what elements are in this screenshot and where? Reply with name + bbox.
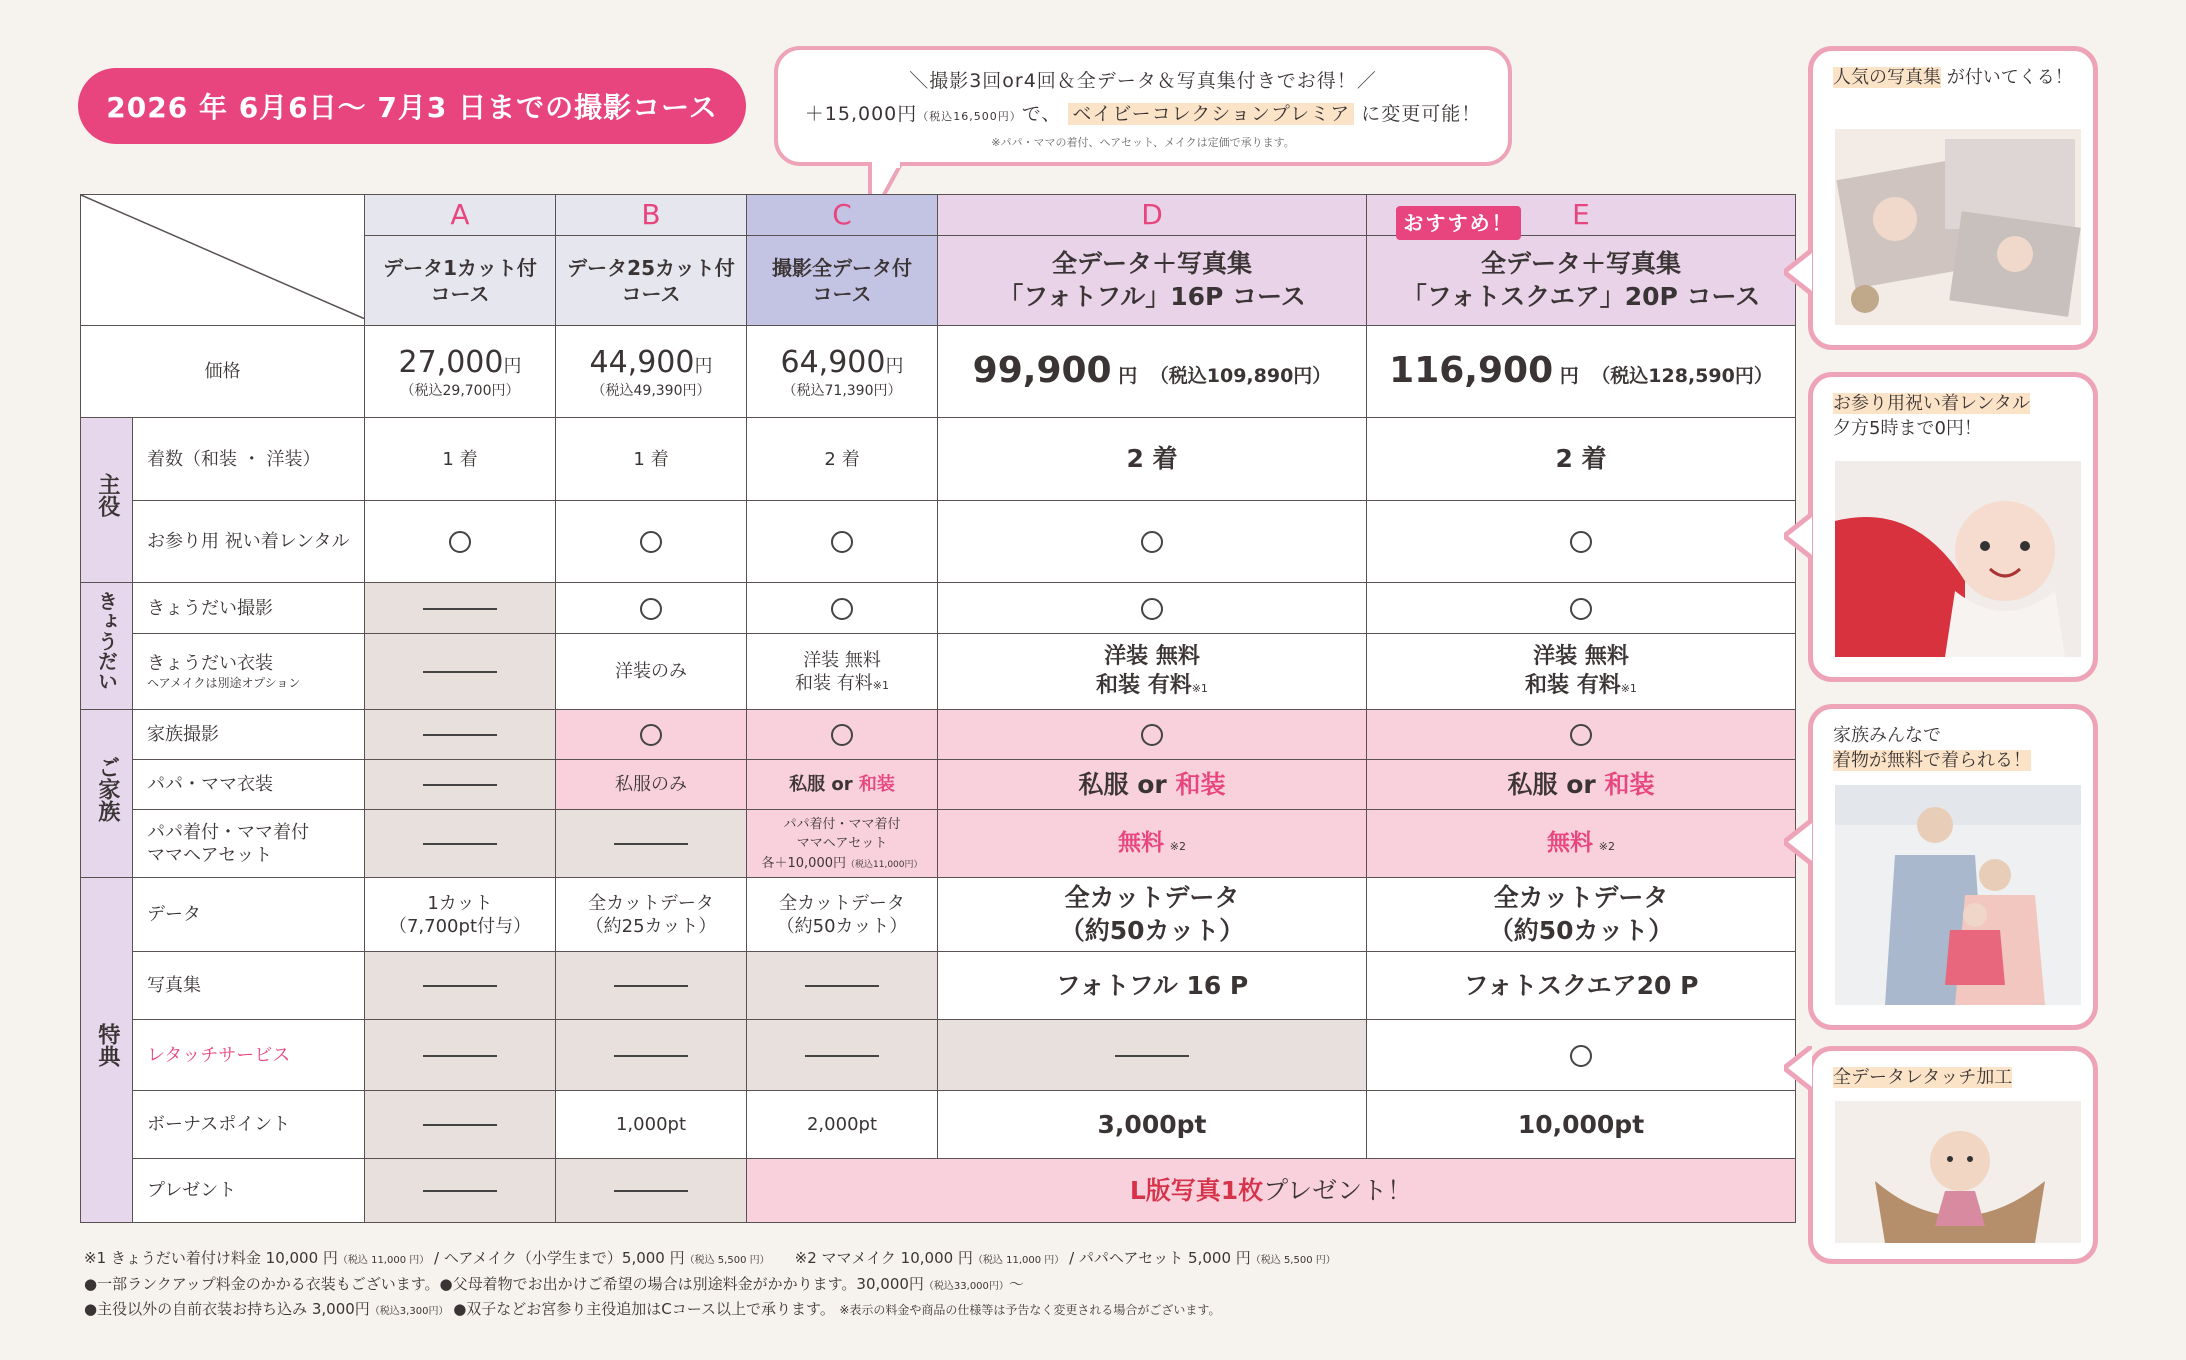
diagonal-line bbox=[81, 195, 365, 319]
side-card-tail bbox=[1784, 820, 1812, 864]
fn-small: （税込 5,500 円） bbox=[1250, 1255, 1336, 1266]
included-circle-icon bbox=[449, 531, 471, 553]
not-included-dash bbox=[423, 843, 497, 845]
included-circle-icon bbox=[1141, 724, 1163, 746]
family-photo-e bbox=[1367, 710, 1796, 760]
fn-text: ●双子などお宮参り主役追加はCコース以上で承ります。 bbox=[448, 1300, 828, 1318]
not-included-dash bbox=[423, 985, 497, 987]
not-included-dash bbox=[423, 734, 497, 736]
sib-costume-e bbox=[1367, 634, 1796, 710]
data-b-all: 全カットデータ bbox=[588, 892, 714, 914]
course-d-name1: 全データ＋写真集 bbox=[1051, 249, 1252, 279]
promo-text: で、 bbox=[1021, 103, 1062, 125]
data-a bbox=[365, 878, 556, 952]
included-circle-icon bbox=[1570, 531, 1592, 553]
not-included-dash bbox=[1115, 1055, 1189, 1057]
rental-c bbox=[747, 501, 938, 583]
outfits-d: 2 着 bbox=[938, 418, 1367, 501]
side-card-family bbox=[1808, 704, 2098, 1030]
price-c-value: 64,900 bbox=[780, 345, 886, 381]
section-sibling bbox=[81, 583, 133, 710]
outfits-label: 着数（和装 ・ 洋装） bbox=[133, 418, 365, 501]
course-table bbox=[80, 194, 1796, 1223]
fn-small: （税込33,000円） bbox=[923, 1280, 1009, 1292]
side-card-tail bbox=[1784, 514, 1812, 558]
parent-dress-c bbox=[747, 810, 938, 878]
side-caption-highlight: お参り用祝い着レンタル bbox=[1833, 393, 2030, 414]
data-d-count: （約50カット） bbox=[1059, 915, 1245, 945]
fn-text: ●主役以外の自前衣装お持ち込み 3,000円 bbox=[84, 1300, 370, 1318]
fn-text: 〜 bbox=[1008, 1274, 1024, 1293]
sib-costume-e-japanese: 和装 有料 bbox=[1525, 672, 1621, 698]
parent-costume-e bbox=[1367, 760, 1796, 810]
outfits-c: 2 着 bbox=[747, 418, 938, 501]
rental-e bbox=[1367, 501, 1796, 583]
section-bonus-label: 特典 bbox=[94, 1023, 120, 1068]
data-d-all: 全カットデータ bbox=[1064, 883, 1240, 913]
sib-costume-c-japanese: 和装 有料 bbox=[795, 672, 873, 694]
parent-dress-d bbox=[938, 810, 1367, 878]
course-a-letter: A bbox=[365, 195, 556, 236]
promo-line2 bbox=[778, 99, 1508, 126]
parent-dress-b bbox=[556, 810, 747, 878]
photo-album-image bbox=[1835, 129, 2071, 325]
album-label: 写真集 bbox=[133, 952, 365, 1020]
baby-basket-image bbox=[1835, 1101, 2071, 1243]
sib-costume-b: 洋装のみ bbox=[556, 634, 747, 710]
present-a bbox=[365, 1159, 556, 1223]
price-d bbox=[938, 326, 1367, 418]
data-label: データ bbox=[133, 878, 365, 952]
data-e-all: 全カットデータ bbox=[1493, 883, 1669, 913]
side-card-tail bbox=[1784, 1046, 1812, 1090]
section-sibling-label: きょうだい bbox=[94, 591, 119, 692]
side-caption bbox=[1813, 1051, 2093, 1090]
included-circle-icon bbox=[1141, 598, 1163, 620]
fn-text: ※2 ママメイク 10,000 円 bbox=[764, 1249, 973, 1267]
fn-small: （税込 11,000 円） bbox=[972, 1255, 1065, 1266]
course-a-name2: コース bbox=[430, 281, 490, 306]
album-a bbox=[365, 952, 556, 1020]
course-d-name2: 「フォトフル」16P コース bbox=[998, 281, 1306, 311]
section-family bbox=[81, 710, 133, 878]
family-kimono-illustration bbox=[1835, 785, 2081, 1005]
side-caption-line2: 夕方5時まで0円！ bbox=[1833, 418, 1982, 440]
sib-costume-note: ヘアメイクは別途オプション bbox=[147, 675, 301, 690]
album-e: フォトスクエア20 P bbox=[1367, 952, 1796, 1020]
side-card-rental bbox=[1808, 372, 2098, 682]
sib-costume-d bbox=[938, 634, 1367, 710]
outfits-b: 1 着 bbox=[556, 418, 747, 501]
promo-text-end: に変更可能！ bbox=[1361, 103, 1482, 125]
family-kimono-image bbox=[1835, 785, 2071, 1005]
price-e bbox=[1367, 326, 1796, 418]
parent-costume-b: 私服のみ bbox=[556, 760, 747, 810]
section-family-label: ご家族 bbox=[94, 755, 120, 822]
album-d: フォトフル 16 P bbox=[938, 952, 1367, 1020]
retouch-label: レタッチサービス bbox=[133, 1020, 365, 1091]
section-main bbox=[81, 418, 133, 583]
included-circle-icon bbox=[831, 598, 853, 620]
present-label: プレゼント bbox=[133, 1159, 365, 1223]
parent-dress-e-free: 無料 bbox=[1547, 829, 1594, 856]
rental-b bbox=[556, 501, 747, 583]
not-included-dash bbox=[614, 1055, 688, 1057]
course-b-name1: データ25カット付 bbox=[567, 255, 735, 280]
course-b-name bbox=[556, 235, 747, 326]
price-d-value: 99,900 bbox=[972, 350, 1112, 392]
data-c-count: （約50カット） bbox=[776, 915, 908, 937]
data-a-cuts: 1カット bbox=[427, 892, 493, 914]
parent-costume-a bbox=[365, 760, 556, 810]
included-circle-icon bbox=[1141, 531, 1163, 553]
course-e-name1: 全データ＋写真集 bbox=[1480, 249, 1681, 279]
present-highlight: L版写真1枚 bbox=[1129, 1175, 1264, 1205]
parent-costume-label: パパ・ママ衣装 bbox=[133, 760, 365, 810]
side-caption-highlight: 全データレタッチ加工 bbox=[1833, 1067, 2013, 1088]
points-e: 10,000pt bbox=[1367, 1091, 1796, 1159]
course-d-letter: D bbox=[938, 195, 1367, 236]
note1-ref: ※1 bbox=[872, 678, 889, 692]
course-b-name2: コース bbox=[621, 281, 681, 306]
retouch-a bbox=[365, 1020, 556, 1091]
parent-costume-e-casual: 私服 or bbox=[1507, 769, 1605, 799]
included-circle-icon bbox=[1570, 598, 1592, 620]
photo-album-illustration bbox=[1835, 129, 2081, 325]
included-circle-icon bbox=[831, 724, 853, 746]
price-c-tax: （税込71,390円） bbox=[782, 383, 902, 400]
not-included-dash bbox=[614, 1190, 688, 1192]
included-circle-icon bbox=[640, 724, 662, 746]
sib-costume-d-japanese: 和装 有料 bbox=[1096, 672, 1192, 698]
price-e-tax: （税込128,590円） bbox=[1591, 365, 1773, 388]
sib-costume-c-western: 洋装 無料 bbox=[803, 649, 881, 671]
course-c-name2: コース bbox=[812, 281, 872, 306]
fn-small: （税込3,300円） bbox=[369, 1306, 449, 1317]
parent-dress-c-tax: （税込11,000円） bbox=[846, 859, 923, 870]
promo-price-tax: （税込16,500円） bbox=[917, 110, 1022, 123]
included-circle-icon bbox=[640, 598, 662, 620]
included-circle-icon bbox=[831, 531, 853, 553]
not-included-dash bbox=[423, 608, 497, 610]
data-e-count: （約50カット） bbox=[1488, 915, 1674, 945]
course-c-name bbox=[747, 235, 938, 326]
parent-dress-c-line2: ママヘアセット bbox=[796, 836, 888, 852]
price-b-yen: 円 bbox=[694, 356, 713, 378]
not-included-dash bbox=[423, 784, 497, 786]
footnote-3 bbox=[84, 1297, 1336, 1323]
sib-photo-c bbox=[747, 583, 938, 634]
retouch-e bbox=[1367, 1020, 1796, 1091]
fn-small: （税込 11,000 円） bbox=[337, 1255, 430, 1266]
retouch-c bbox=[747, 1020, 938, 1091]
album-b bbox=[556, 952, 747, 1020]
footnote-1 bbox=[84, 1246, 1336, 1272]
side-caption bbox=[1813, 377, 2093, 441]
points-d: 3,000pt bbox=[938, 1091, 1367, 1159]
course-e-name bbox=[1367, 235, 1796, 326]
note1-ref: ※1 bbox=[1191, 681, 1208, 695]
note1-ref: ※1 bbox=[1620, 681, 1637, 695]
baby-kimono-image bbox=[1835, 461, 2071, 657]
data-e bbox=[1367, 878, 1796, 952]
course-c-letter: C bbox=[747, 195, 938, 236]
not-included-dash bbox=[805, 985, 879, 987]
sib-photo-b bbox=[556, 583, 747, 634]
course-c-name1: 撮影全データ付 bbox=[772, 255, 912, 280]
rental-d bbox=[938, 501, 1367, 583]
promo-line1: ＼撮影3回or4回＆全データ＆写真集付きでお得！／ bbox=[909, 70, 1377, 92]
price-label: 価格 bbox=[81, 326, 365, 418]
data-b-count: （約25カット） bbox=[585, 915, 717, 937]
note2-ref: ※2 bbox=[1598, 839, 1615, 853]
price-d-yen: 円 bbox=[1111, 365, 1138, 388]
data-a-points: （7,700pt付与） bbox=[388, 915, 531, 937]
outfits-a: 1 着 bbox=[365, 418, 556, 501]
rental-a bbox=[365, 501, 556, 583]
price-c bbox=[747, 326, 938, 418]
fn-small: （税込 5,500 円） bbox=[684, 1255, 765, 1266]
outfits-e: 2 着 bbox=[1367, 418, 1796, 501]
data-d bbox=[938, 878, 1367, 952]
not-included-dash bbox=[614, 843, 688, 845]
family-photo-d bbox=[938, 710, 1367, 760]
sib-costume-label bbox=[133, 634, 365, 710]
sib-photo-label: きょうだい撮影 bbox=[133, 583, 365, 634]
family-photo-label: 家族撮影 bbox=[133, 710, 365, 760]
present-text: プレゼント！ bbox=[1263, 1175, 1413, 1205]
family-photo-c bbox=[747, 710, 938, 760]
family-photo-a bbox=[365, 710, 556, 760]
price-e-value: 116,900 bbox=[1389, 350, 1554, 392]
sib-photo-d bbox=[938, 583, 1367, 634]
price-b-value: 44,900 bbox=[589, 345, 695, 381]
price-d-tax: （税込109,890円） bbox=[1149, 365, 1332, 388]
parent-dress-c-line1: パパ着付・ママ着付 bbox=[783, 816, 901, 832]
parent-dress-c-line3: 各＋10,000円 bbox=[761, 855, 846, 871]
not-included-dash bbox=[423, 1124, 497, 1126]
sib-photo-a bbox=[365, 583, 556, 634]
retouch-d bbox=[938, 1020, 1367, 1091]
sib-photo-e bbox=[1367, 583, 1796, 634]
not-included-dash bbox=[805, 1055, 879, 1057]
family-photo-b bbox=[556, 710, 747, 760]
parent-costume-c-casual: 私服 or bbox=[789, 774, 859, 796]
side-caption bbox=[1813, 51, 2093, 90]
parent-dress-text: パパ着付・ママ着付 bbox=[147, 821, 309, 843]
not-included-dash bbox=[423, 671, 497, 673]
parent-costume-c-japanese: 和装 bbox=[858, 774, 895, 796]
course-e-letter: E bbox=[1367, 195, 1796, 236]
promo-price: ＋15,000円 bbox=[804, 103, 918, 125]
price-b-tax: （税込49,390円） bbox=[591, 383, 711, 400]
course-d-name bbox=[938, 235, 1367, 326]
side-card-retouch bbox=[1808, 1046, 2098, 1264]
fn-text: ※1 きょうだい着付け料金 10,000 円 bbox=[84, 1249, 338, 1267]
points-c: 2,000pt bbox=[747, 1091, 938, 1159]
parent-dress-label bbox=[133, 810, 365, 878]
sib-costume-e-western: 洋装 無料 bbox=[1533, 644, 1629, 670]
parent-costume-d bbox=[938, 760, 1367, 810]
side-caption bbox=[1813, 709, 2093, 773]
fn-text: ●一部ランクアップ料金のかかる衣装もございます。●父母着物でお出かけご希望の場合は別途料金がかかります。30,000円 bbox=[84, 1274, 924, 1293]
note2-ref: ※2 bbox=[1169, 839, 1186, 853]
recommend-badge: おすすめ！ bbox=[1396, 206, 1521, 240]
not-included-dash bbox=[614, 985, 688, 987]
price-e-yen: 円 bbox=[1553, 365, 1579, 388]
side-card-album bbox=[1808, 46, 2098, 350]
data-c-all: 全カットデータ bbox=[779, 892, 905, 914]
course-b-letter: B bbox=[556, 195, 747, 236]
parent-costume-e-japanese: 和装 bbox=[1604, 769, 1655, 799]
sib-costume-d-western: 洋装 無料 bbox=[1104, 644, 1200, 670]
included-circle-icon bbox=[1570, 724, 1592, 746]
side-caption-highlight: 着物が無料で着られる！ bbox=[1833, 750, 2031, 772]
included-circle-icon bbox=[1570, 1045, 1592, 1067]
promo-bubble bbox=[774, 46, 1512, 166]
baby-basket-illustration bbox=[1835, 1101, 2081, 1243]
not-included-dash bbox=[423, 1190, 497, 1192]
footnotes bbox=[84, 1246, 1336, 1323]
price-a bbox=[365, 326, 556, 418]
section-bonus bbox=[81, 878, 133, 1223]
points-label: ボーナスポイント bbox=[133, 1091, 365, 1159]
price-a-value: 27,000 bbox=[398, 345, 504, 381]
included-circle-icon bbox=[640, 531, 662, 553]
sib-costume-a bbox=[365, 634, 556, 710]
baby-kimono-illustration bbox=[1835, 461, 2081, 657]
price-b bbox=[556, 326, 747, 418]
parent-dress-a bbox=[365, 810, 556, 878]
data-b bbox=[556, 878, 747, 952]
parent-costume-c bbox=[747, 760, 938, 810]
data-c bbox=[747, 878, 938, 952]
footnote-2 bbox=[84, 1272, 1336, 1298]
album-c bbox=[747, 952, 938, 1020]
sib-costume-c bbox=[747, 634, 938, 710]
points-a bbox=[365, 1091, 556, 1159]
rental-label: お参り用 祝い着レンタル bbox=[133, 501, 365, 583]
price-c-yen: 円 bbox=[885, 356, 904, 378]
promo-highlight: ベイビーコレクションプレミア bbox=[1068, 103, 1354, 125]
page-title: 2026 年 6月6日〜 7月3 日までの撮影コース bbox=[78, 68, 746, 144]
sib-costume-text: きょうだい衣装 bbox=[147, 653, 273, 675]
course-e-name2: 「フォトスクエア」20P コース bbox=[1401, 281, 1761, 311]
course-a-name bbox=[365, 235, 556, 326]
side-caption-rest: が付いてくる！ bbox=[1941, 67, 2073, 88]
side-caption-line1: 家族みんなで bbox=[1833, 725, 1941, 746]
fn-small: ※表示の料金や商品の仕様等は予告なく変更される場合がございます。 bbox=[827, 1303, 1221, 1317]
corner-cell bbox=[81, 195, 365, 326]
points-b: 1,000pt bbox=[556, 1091, 747, 1159]
side-card-tail bbox=[1784, 250, 1812, 294]
parent-dress-e bbox=[1367, 810, 1796, 878]
present-b bbox=[556, 1159, 747, 1223]
price-a-tax: （税込29,700円） bbox=[400, 383, 520, 400]
fn-text: / パパヘアセット 5,000 円 bbox=[1064, 1249, 1251, 1267]
parent-dress-d-free: 無料 bbox=[1118, 829, 1165, 856]
promo-note: ※パパ・ママの着付、ヘアセット、メイクは定価で承ります。 bbox=[991, 136, 1295, 149]
parent-costume-d-japanese: 和装 bbox=[1175, 769, 1226, 799]
fn-text: / ヘアメイク（小学生まで）5,000 円 bbox=[429, 1249, 685, 1267]
parent-costume-d-casual: 私服 or bbox=[1078, 769, 1176, 799]
not-included-dash bbox=[423, 1055, 497, 1057]
price-a-yen: 円 bbox=[503, 356, 522, 378]
retouch-b bbox=[556, 1020, 747, 1091]
course-a-name1: データ1カット付 bbox=[383, 255, 537, 280]
parent-hair-text: ママヘアセット bbox=[147, 844, 273, 866]
side-caption-highlight: 人気の写真集 bbox=[1833, 67, 1941, 88]
present-cde bbox=[747, 1159, 1796, 1223]
section-main-label: 主役 bbox=[94, 473, 120, 518]
